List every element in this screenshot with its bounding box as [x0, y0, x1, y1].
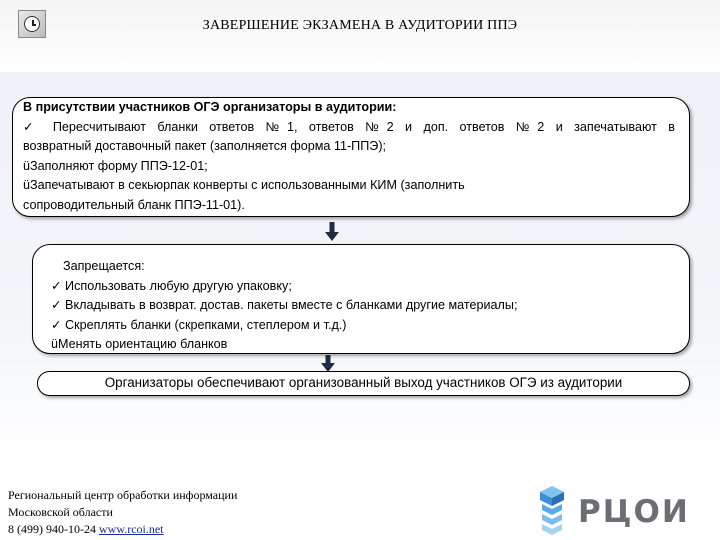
org-name-line1: Региональный центр обработки информации	[8, 488, 238, 502]
slide-header	[0, 0, 720, 73]
duty-item-seal-cont: сопроводительный бланк ППЭ-11-01).	[23, 197, 245, 212]
prohibition-item-materials: ✓ Вкладывать в возврат. достав. пакеты вместе с бланками другие материалы;	[51, 298, 518, 312]
exit-statement-box: Организаторы обеспечивают организованный выход участников ОГЭ из аудитории	[37, 371, 690, 396]
contact-line	[8, 521, 237, 538]
duties-heading: В присутствии участников ОГЭ организаторы в аудитории:	[23, 100, 397, 114]
prohibitions-box	[32, 244, 690, 354]
duty-item-form: üЗаполняют форму ППЭ-12-01;	[23, 158, 208, 173]
footer-contacts	[8, 487, 237, 538]
prohibition-item-orientation: üМенять ориентацию бланков	[51, 337, 228, 351]
prohibitions-heading: Запрещается:	[63, 259, 145, 273]
prohibition-item-packaging: ✓ Использовать любую другую упаковку;	[51, 278, 292, 293]
organizers-duties-box	[12, 97, 690, 217]
page-title: ЗАВЕРШЕНИЕ ЭКЗАМЕНА В АУДИТОРИИ ППЭ	[202, 18, 518, 33]
prohibition-item-staple: ✓ Скреплять бланки (скрепками, степлером и т.д.)	[51, 317, 347, 332]
down-arrow-icon	[324, 222, 340, 242]
website-link[interactable]: www.rcoi.net	[98, 522, 164, 536]
duty-item-recount-cont: возвратный доставочный пакет (заполняется форма 11-ППЭ);	[23, 139, 387, 153]
rcoi-logo-text: РЦОИ	[578, 494, 690, 530]
duty-item-seal: üЗапечатывают в секьюрпак конверты с использованными КИМ (заполнить	[23, 178, 465, 192]
phone-number: 8 (499) 940-10-24	[8, 522, 96, 536]
duty-item-recount: ✓ Пересчитывают бланки ответов №1, ответов №2 и доп. ответов №2 и запечатывают в	[23, 119, 675, 134]
org-name-line2: Московской области	[8, 505, 113, 519]
